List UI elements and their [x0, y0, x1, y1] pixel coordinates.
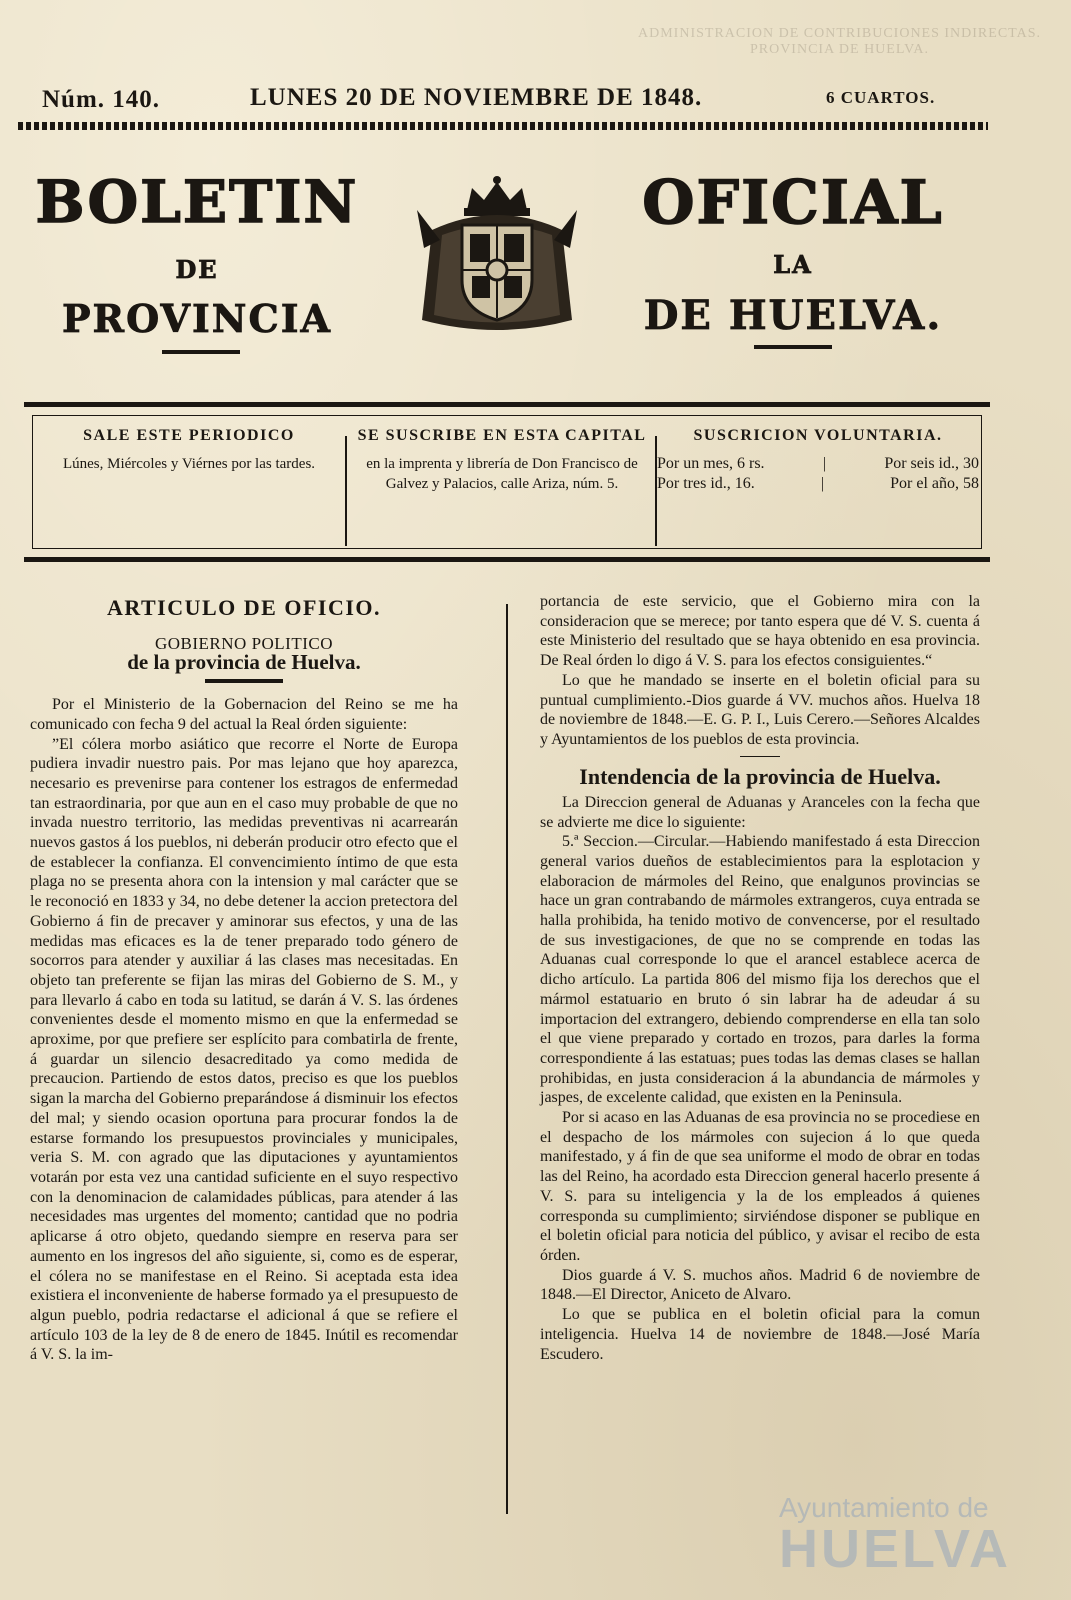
- paragraph-final: Lo que se publica en el boletin oficial para la comun inteligencia. Huelva 14 de noviembre de 1848.—José María Escudero.: [540, 1306, 980, 1363]
- right-article-column: [540, 592, 980, 1364]
- faded-stamp: ADMINISTRACION DE CONTRIBUCIONES INDIRECTAS. PROVINCIA DE HUELVA.: [638, 26, 1041, 57]
- coat-of-arms-icon: [412, 170, 582, 340]
- subheading-provincia: de la provincia de Huelva.: [127, 650, 361, 675]
- publication-schedule: SALE ESTE PERIODICO Lúnes, Miércoles y Viérnes por las tardes.: [62, 427, 316, 472]
- masthead-right-rule: [754, 345, 832, 349]
- column-divider: [506, 604, 508, 1514]
- issue-number: Núm. 140.: [42, 86, 161, 113]
- subscription-prices: SUSCRICION VOLUNTARIA. Por un mes, 6 rs. | Por seis id., 30 Por tres id., 16. | Por el año, 58: [657, 427, 979, 492]
- masthead-right-big: OFICIAL: [642, 168, 944, 238]
- paragraph-circular: 5.ª Seccion.—Circular.—Habiendo manifestado á esta Direccion general varios dueños de establecimientos para la esplotacion y elaboracion de mármoles del Reino, que enalgunos provincias se hace un gran contrabando de mármoles extrangeros, cuya entrada se halla prohibida, ha tenido motivo de convencerse, por el resultado de sus investigaciones, de que no se comprende en todas las Aduanas cual corresponde lo que el arancel establece acerca de dicho artículo. La partida 806 del mismo fija los derechos que el mármol estatuario en bruto ó sin labrar ha de adeudar á su importacion del extrangero, debiendo comprenderse en ella tan solo el que viene preparado y cortado en trozos, para darles la forma correspondiente á las estatuas; pues todas las demas clases se hallan prohibidas, en justa consideracion á la abundancia de mármoles y jaspes, de excelente calidad, que existen en la Peninsula.: [540, 833, 980, 1107]
- subheading-rule: [205, 679, 283, 683]
- paragraph-mandado: Lo que he mandado se inserte en el boletin oficial para su puntual cumplimiento.-Dios guarde á VV. muchos años. Huelva 18 de noviembre de 1848.—E. G. P. I., Luis Cerero.—Señores Alcaldes y Ayuntamientos de los pueblos de esta provincia.: [540, 671, 980, 748]
- subscription-location: SE SUSCRIBE EN ESTA CAPITAL en la imprenta y librería de Don Francisco de Galvez y Palacios, calle Ariza, núm. 5.: [357, 427, 647, 492]
- masthead-left-rule: [162, 350, 240, 354]
- masthead-left-bottom: PROVINCIA: [61, 296, 333, 341]
- paragraph-real-orden: ”El cólera morbo asiático que recorre el Norte de Europa pudiera invadir nuestro pais. Por mas lejano que hoy aparezca, necesario es prevenirse para contener los estragos de enfermedad tan estraordinaria, por que aun en el caso muy probable de que no invada nuestro territorio, las medidas preventivas ni acarrearán nuevos gastos á los pueblos, ni deberán producir otro efecto que el de establecer la confianza. El convencimiento íntimo de que esta plaga no se presenta ahora con la intension y mal carácter que se le reconoció en 1833 y 34, no debe detener la accion pretectora del Gobierno á fin de precaver y aminorar sus efectos, y una de las medidas mas eficaces es la de tener preparado todo género de socorros para atender y auxiliar á las clases mas necesitadas. En objeto tan preferente se fijan las miras del Gobierno de S. M., y para llevarlo á cabo en toda su latitud, se darán á V. S. las órdenes convenientes desde el momento mismo en que la enfermedad se aproxime, por que prefiere ser esplícito para combatirla de frente, á guardar un silencio desacreditado ya como medida de precaucion. Partiendo de estos datos, preciso es que los pueblos sigan la marcha del Gobierno preparándose á disminuir los efectos del mal; y siendo ocasion oportuna para procurar fondos la de estarse formando los presupuestos provinciales y municipales, veria S. M. con agrado que las diputaciones y ayuntamientos votarán por esta vez una cantidad suficiente en el suyo respectivo con la denominacion de calamidades públicas, para atender á las necesidades mas urgentes del momento; cantidad que no podria aplicarse á otro objeto, quedando siempre en reserva para ser aumento en los ingresos del año siguiente, si, como es de esperar, el cólera no se manifestase en el Reino. Si aceptada esta idea existiera el inconveniente de haberse formado ya el presupuesto de algun pueblo, podria redactarse el adicional á que se refiere el artículo 103 de la ley de 8 de enero de 1845. Inútil es recomendar á V. S. la im-: [30, 735, 458, 1364]
- section-title-articulo: ARTICULO DE OFICIO.: [106, 595, 382, 620]
- left-article-column: [30, 595, 458, 1365]
- masthead-right-bottom: DE HUELVA.: [643, 292, 943, 339]
- subheading-gobierno: GOBIERNO POLITICO: [154, 633, 334, 653]
- masthead-right-mid: LA: [773, 250, 813, 279]
- paragraph-intro: Por el Ministerio de la Gobernacion del Reino se me ha comunicado con fecha 9 del actual la Real órden siguiente:: [30, 696, 458, 733]
- section-title-intendencia: Intendencia de la provincia de Huelva.: [579, 764, 941, 790]
- subscription-info-box: [24, 402, 990, 562]
- issue-date: LUNES 20 DE NOVIEMBRE DE 1848.: [250, 84, 703, 111]
- paragraph-por-si-acaso: Por si acaso en las Aduanas de esa provincia no se procediese en el despacho de los mármoles con sujecion á lo que queda manifestado, y á fin de que sea uniforme el modo de obrar en todas las del Reino, ha acordado esta Direccion general hacerlo presente á V. S. para su inteligencia y la de los empleados á quienes corresponda su cumplimiento; sirviéndose disponer se publique en el boletin oficial para noticia del público, y avisar el recibo de esta órden.: [540, 1109, 980, 1264]
- paragraph-dios-guarde: Dios guarde á V. S. muchos años. Madrid 6 de noviembre de 1848.—El Director, Aniceto de Alvaro.: [540, 1266, 980, 1304]
- paragraph-continuation: portancia de este servicio, que el Gobierno mira con la consideracion que se merece; por tanto espera que dé V. S. cuenta á este Ministerio del resultado que se haya obtenido en esa provincia. De Real órden lo digo á V. S. para los efectos consiguientes.“: [540, 593, 980, 670]
- masthead-left-mid: DE: [175, 255, 219, 284]
- issue-price: 6 CUARTOS.: [826, 88, 936, 107]
- paragraph-direccion: La Direccion general de Aduanas y Aranceles con la fecha que se advierte me dice lo siguiente:: [540, 793, 980, 831]
- masthead-left-big: BOLETIN: [35, 168, 359, 236]
- header-ornamental-rule: [18, 122, 988, 130]
- ayuntamiento-watermark: Ayuntamiento de HUELVA: [779, 1492, 1011, 1579]
